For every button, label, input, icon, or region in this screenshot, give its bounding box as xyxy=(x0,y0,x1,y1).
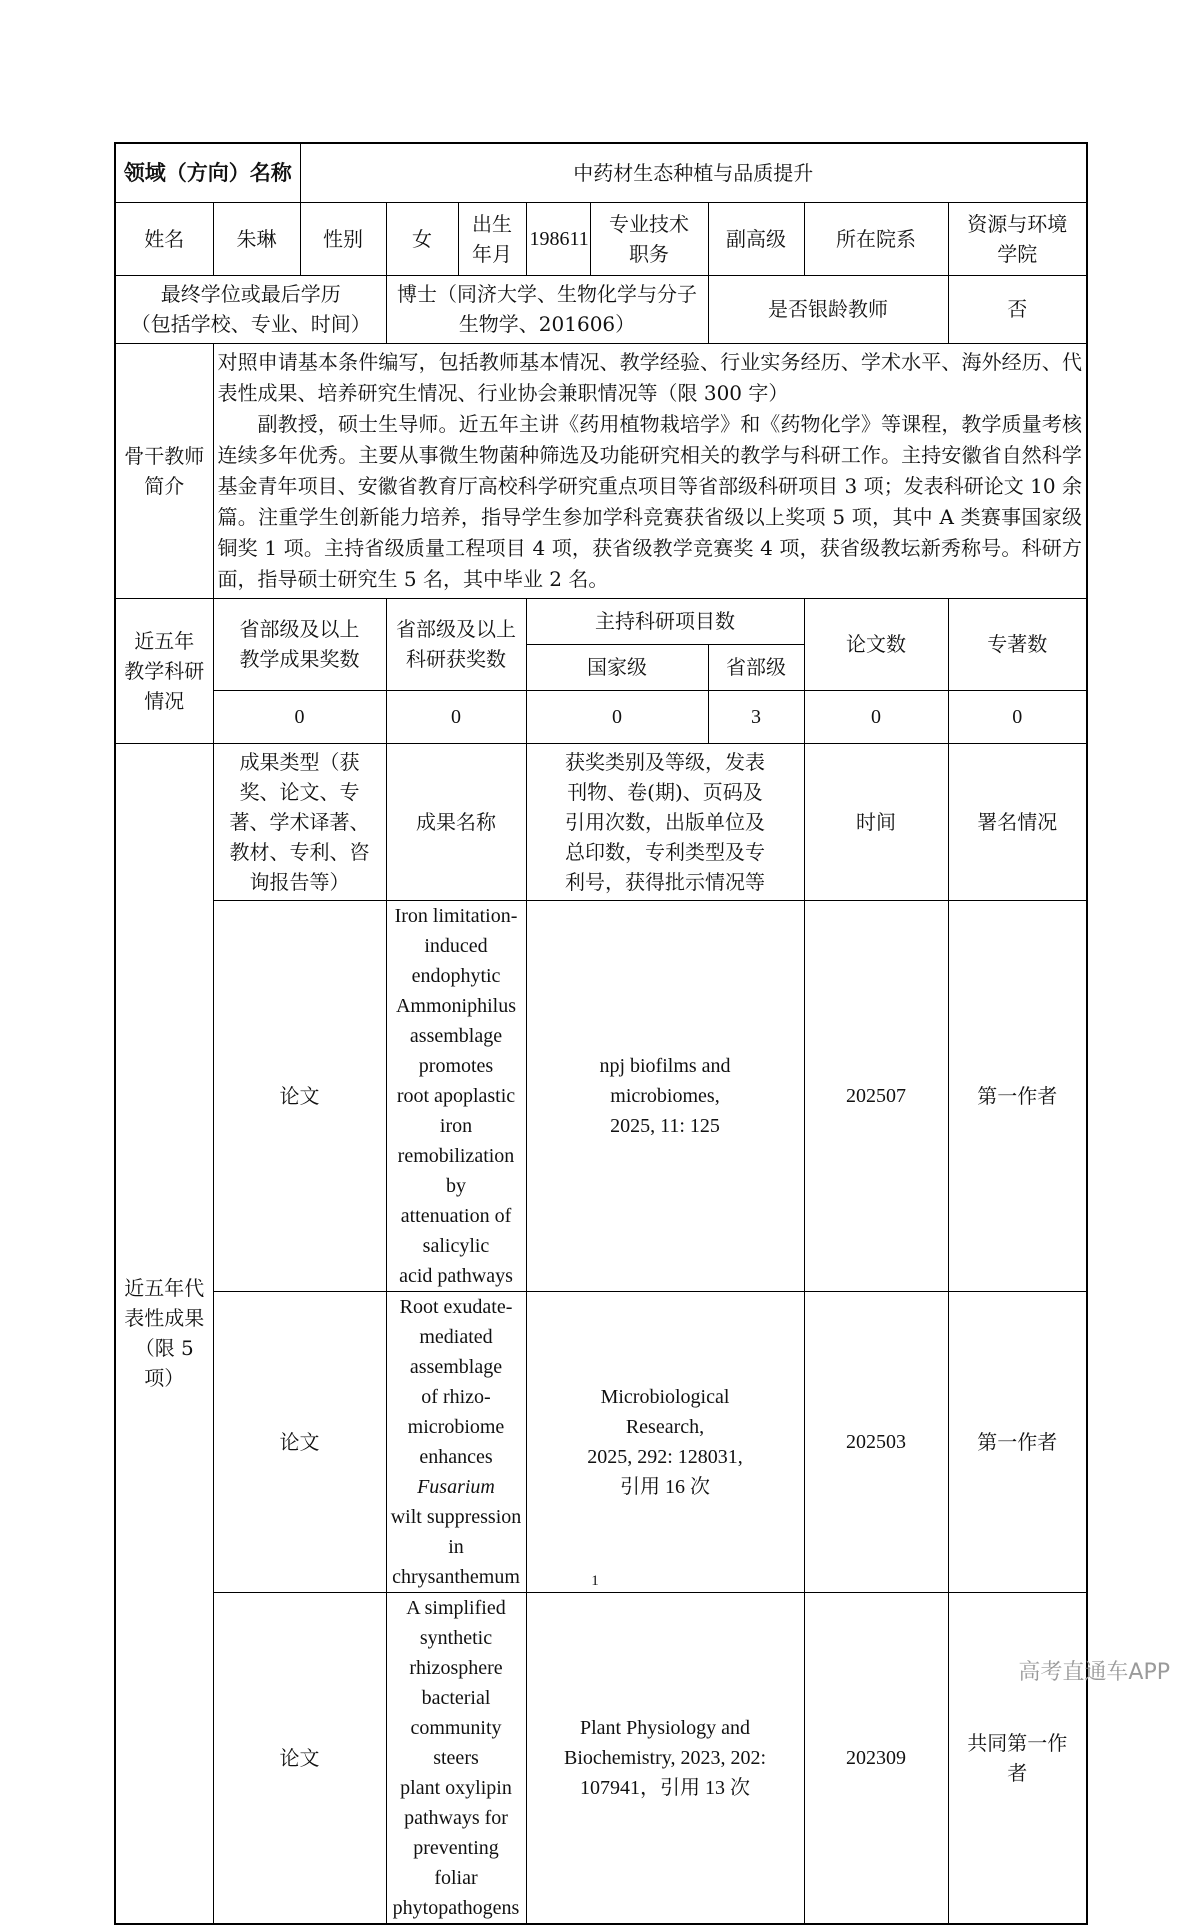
achievement-author: 共同第一作 者 xyxy=(948,1592,1087,1924)
application-form-table xyxy=(114,142,1088,1925)
intro-instruction: 对照申请基本条件编写，包括教师基本情况、教学经验、行业实务经历、学术水平、海外经历、代表性成果、培养研究生情况、行业协会兼职情况等（限 300 字） xyxy=(217,349,1082,405)
title-label: 专业技术 职务 xyxy=(590,202,708,275)
title-value: 副高级 xyxy=(708,202,804,275)
table-row xyxy=(115,1592,1087,1924)
page-number: 1 xyxy=(591,1573,599,1589)
achievement-name: A simplified synthetic rhizosphere bacterial community steers plant oxylipin pathways for preventing foliar phytopathogens xyxy=(386,1592,526,1924)
projects-label: 主持科研项目数 xyxy=(526,598,804,644)
achievement-name-italic: Fusarium xyxy=(417,1475,495,1498)
table-row xyxy=(115,1291,1087,1592)
achievement-name xyxy=(386,1291,526,1592)
achievement-time: 202507 xyxy=(804,900,948,1291)
national-projects-label: 国家级 xyxy=(526,644,708,690)
gender-label: 性别 xyxy=(300,202,386,275)
achievement-type: 论文 xyxy=(213,1592,386,1924)
stats-label: 近五年 教学科研 情况 xyxy=(115,598,213,743)
intro-content xyxy=(213,343,1087,598)
col-detail-header: 获奖类别及等级，发表 刊物、卷(期)、页码及 引用次数，出版单位及 总印数，专利类型及专 利号，获得批示情况等 xyxy=(526,743,804,900)
field-label: 领域（方向）名称 xyxy=(115,143,300,202)
achievement-author: 第一作者 xyxy=(948,900,1087,1291)
senior-teacher-value: 否 xyxy=(948,275,1087,343)
achievement-author: 第一作者 xyxy=(948,1291,1087,1592)
degree-value: 博士（同济大学、生物化学与分子 生物学、201606） xyxy=(386,275,708,343)
achievement-detail: npj biofilms and microbiomes, 2025, 11: 125 xyxy=(526,900,804,1291)
birth-label: 出生 年月 xyxy=(458,202,526,275)
col-time-header: 时间 xyxy=(804,743,948,900)
books-label: 专著数 xyxy=(948,598,1087,690)
national-projects-value: 0 xyxy=(526,690,708,743)
achievement-detail: Microbiological Research, 2025, 292: 128031, 引用 16 次 xyxy=(526,1291,804,1592)
achievement-name: Iron limitation- induced endophytic Ammoniphilus assemblage promotes root apoplastic iron remobilization by attenuation of salicylic acid pathways xyxy=(386,900,526,1291)
papers-value: 0 xyxy=(804,690,948,743)
watermark: 高考直通车APP xyxy=(1018,1660,1170,1685)
col-author-header: 署名情况 xyxy=(948,743,1087,900)
gender-value: 女 xyxy=(386,202,458,275)
achievement-type: 论文 xyxy=(213,900,386,1291)
name-label: 姓名 xyxy=(115,202,213,275)
achievement-type: 论文 xyxy=(213,1291,386,1592)
teaching-awards-label: 省部级及以上 教学成果奖数 xyxy=(213,598,386,690)
col-type-header: 成果类型（获 奖、论文、专 著、学术译著、 教材、专利、咨 询报告等） xyxy=(213,743,386,900)
books-value: 0 xyxy=(948,690,1087,743)
achievement-detail: Plant Physiology and Biochemistry, 2023, 202: 107941，引用 13 次 xyxy=(526,1592,804,1924)
intro-label: 骨干教师 简介 xyxy=(115,343,213,598)
senior-teacher-label: 是否银龄教师 xyxy=(708,275,948,343)
birth-value: 198611 xyxy=(526,202,590,275)
degree-label: 最终学位或最后学历 （包括学校、专业、时间） xyxy=(115,275,386,343)
achievement-time: 202309 xyxy=(804,1592,948,1924)
teaching-awards-value: 0 xyxy=(213,690,386,743)
achievement-name-part: wilt suppression in chrysanthemum xyxy=(390,1505,522,1588)
papers-label: 论文数 xyxy=(804,598,948,690)
table-row xyxy=(115,900,1087,1291)
dept-value: 资源与环境 学院 xyxy=(948,202,1087,275)
research-awards-label: 省部级及以上 科研获奖数 xyxy=(386,598,526,690)
field-value: 中药材生态种植与品质提升 xyxy=(300,143,1087,202)
col-name-header: 成果名称 xyxy=(386,743,526,900)
intro-text: 副教授，硕士生导师。近五年主讲《药用植物栽培学》和《药物化学》等课程，教学质量考核连续多年优秀。主要从事微生物菌种筛选及功能研究相关的教学与科研工作。主持安徽省自然科学基金青年项目、安徽省教育厅高校科学研究重点项目等省部级科研项目 3 项；发表科研论文 10 余篇。注重学生创新能力培养，指导学生参加学科竞赛获省级以上奖项 5 项，其中 A 类赛事国家级铜奖 1 项。主持省级质量工程项目 4 项，获省级教学竞赛奖 4 项，获省级教坛新秀称号。科研方面，指导硕士研究生 5 名，其中毕业 2 名。 xyxy=(217,411,1082,591)
provincial-projects-label: 省部级 xyxy=(708,644,804,690)
name-value: 朱琳 xyxy=(213,202,300,275)
provincial-projects-value: 3 xyxy=(708,690,804,743)
dept-label: 所在院系 xyxy=(804,202,948,275)
achievements-label: 近五年代 表性成果 （限 5 项） xyxy=(115,743,213,1924)
achievement-name-part: Root exudate- mediated assemblage of rhizo-microbiome enhances xyxy=(399,1295,513,1468)
achievement-time: 202503 xyxy=(804,1291,948,1592)
research-awards-value: 0 xyxy=(386,690,526,743)
